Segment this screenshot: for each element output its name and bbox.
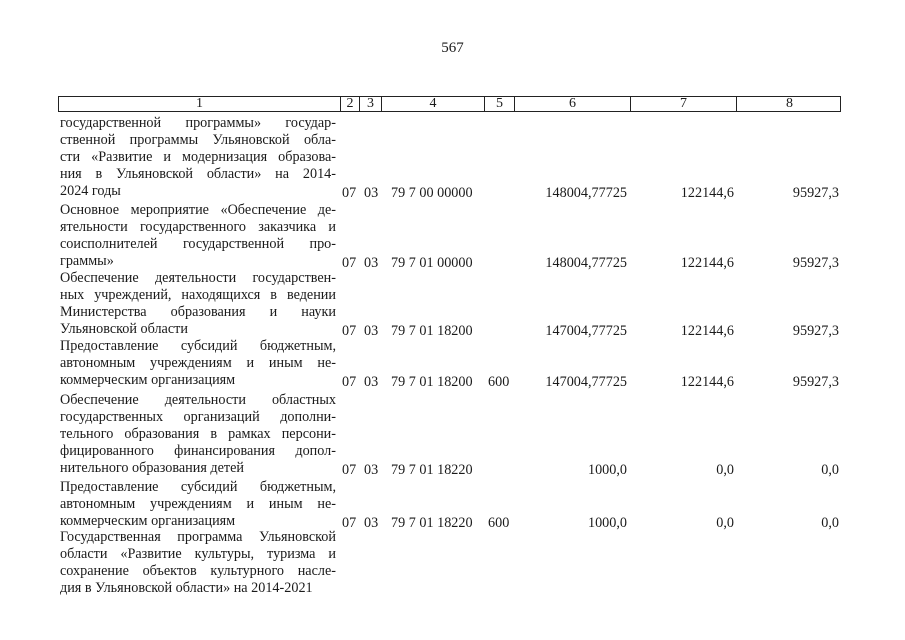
description-line: Предоставление субсидий бюджетным, [60,338,336,354]
header-col-8: 8 [786,96,793,111]
subsection-code: 03 [364,462,379,478]
amount-col-6: 148004,77725 [545,185,627,201]
section-code: 07 [342,255,357,271]
target-item-code: 79 7 01 18200 [391,323,473,339]
section-code: 07 [342,462,357,478]
description-line: соисполнителей государственной про- [60,236,336,252]
header-col-7: 7 [631,97,737,111]
description-line: автономным учреждениям и иным не- [60,355,336,371]
page-number: 567 [441,40,464,56]
expense-type-code: 600 [488,374,510,390]
subsection-code: 03 [364,185,379,201]
description-line: Основное мероприятие «Обеспечение де- [60,202,336,218]
description-line: государственных организаций дополни- [60,409,336,425]
header-col-2: 2 [341,97,360,111]
header-col-4: 4 [382,97,485,111]
amount-col-7: 122144,6 [680,255,734,271]
target-item-code: 79 7 01 00000 [391,255,473,271]
subsection-code: 03 [364,374,379,390]
expense-type-code: 600 [488,515,510,531]
description-line: ственной программы Ульяновской обла- [60,132,336,148]
amount-col-8: 0,0 [821,515,839,531]
header-col-6: 6 [515,97,631,111]
description-line: области «Развитие культуры, туризма и [60,546,336,562]
description-line: автономным учреждениям и иным не- [60,496,336,512]
description-line: коммерческим организациям [60,372,236,388]
section-code: 07 [342,323,357,339]
description-line: нительного образования детей [60,460,245,476]
amount-col-7: 122144,6 [680,185,734,201]
target-item-code: 79 7 01 18200 [391,374,473,390]
description-line: сти «Развитие и модернизация образова- [60,149,336,165]
subsection-code: 03 [364,255,379,271]
description-line: тельного образования в рамках персони- [60,426,336,442]
section-code: 07 [342,374,357,390]
description-line: фицированного финансирования допол- [60,443,336,459]
table-header [58,96,841,112]
description-line: Обеспечение деятельности областных [60,392,336,408]
description-line: Министерства образования и науки [60,304,336,320]
description-line: дия в Ульяновской области» на 2014-2021 [60,580,313,596]
amount-col-7: 122144,6 [680,323,734,339]
amount-col-6: 147004,77725 [545,374,627,390]
description-line: ных учреждений, находящихся в ведении [60,287,336,303]
description-line: государственной программы» государ- [60,115,336,131]
description-line: ятельности государственного заказчика и [60,219,336,235]
amount-col-8: 95927,3 [792,185,839,201]
description-line: граммы» [60,253,114,269]
row-description [60,202,336,270]
target-item-code: 79 7 01 18220 [391,462,473,478]
amount-col-8: 0,0 [821,462,839,478]
row-description [60,338,336,389]
row-description [60,529,336,597]
description-line: Ульяновской области [60,321,188,337]
description-line: Государственная программа Ульяновской [60,529,336,545]
amount-col-6: 147004,77725 [545,323,627,339]
subsection-code: 03 [364,323,379,339]
description-line: 2024 годы [60,183,121,199]
amount-col-8: 95927,3 [792,374,839,390]
amount-col-8: 95927,3 [792,255,839,271]
row-description [60,270,336,338]
amount-col-8: 95927,3 [792,323,839,339]
section-code: 07 [342,515,357,531]
header-col-5: 5 [485,97,515,111]
amount-col-7: 122144,6 [680,374,734,390]
section-code: 07 [342,185,357,201]
amount-col-6: 148004,77725 [545,255,627,271]
target-item-code: 79 7 01 18220 [391,515,473,531]
amount-col-6: 1000,0 [587,462,627,478]
amount-col-7: 0,0 [716,462,734,478]
amount-col-7: 0,0 [716,515,734,531]
row-description [60,479,336,530]
header-col-1: 1 [59,97,341,111]
row-description [60,115,336,200]
description-line: коммерческим организациям [60,513,236,529]
amount-col-6: 1000,0 [587,515,627,531]
target-item-code: 79 7 00 00000 [391,185,473,201]
description-line: Обеспечение деятельности государствен- [60,270,336,286]
description-line: Предоставление субсидий бюджетным, [60,479,336,495]
subsection-code: 03 [364,515,379,531]
description-line: ния в Ульяновской области» на 2014- [60,166,336,182]
header-col-3: 3 [360,97,382,111]
row-description [60,392,336,477]
description-line: сохранение объектов культурного насле- [60,563,336,579]
